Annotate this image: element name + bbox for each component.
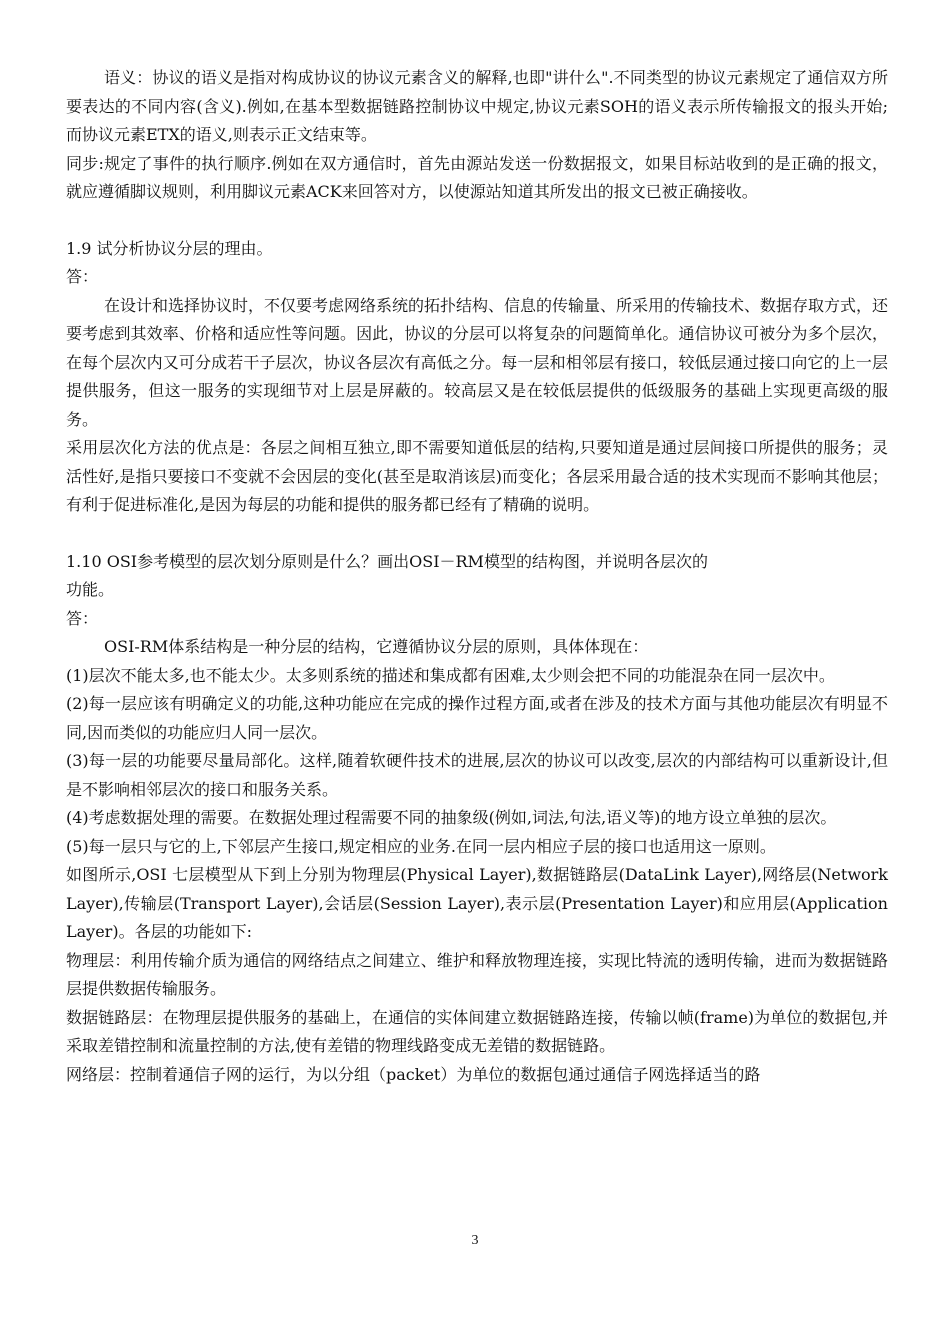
layering-advantages-paragraph: 采用层次化方法的优点是：各层之间相互独立,即不需要知道低层的结构,只要知道是通过层间接口所提供的服务；灵活性好,是指只要接口不变就不会因层的变化(甚至是取消该层)而变化；各层采用最合适的技术实现而不影响其他层；有利于促进标准化,是因为每层的功能和提供的服务都已经有了精确的说明。 (66, 438, 888, 514)
question-1-10-line1: 1.10 OSI参考模型的层次划分原则是什么？画出OSI－RM模型的结构图，并说明各层次的 (66, 551, 708, 571)
question-1-10-line2: 功能。 (66, 580, 115, 599)
page-number: 3 (471, 1233, 479, 1248)
answer-label: 答： (66, 267, 99, 286)
principle-item: (5)每一层只与它的上,下邻层产生接口,规定相应的业务.在同一层内相应子层的接口也适用这一原则。 (66, 836, 776, 856)
network-layer-paragraph: 网络层：控制着通信子网的运行，为以分组（packet）为单位的数据包通过通信子网选择适当的路 (66, 1064, 761, 1084)
layers-intro-paragraph: 如图所示,OSI 七层模型从下到上分别为物理层(Physical Layer),数据链路层(DataLink Layer),网络层(Network Layer),传输层(Transport Layer),会话层(Session Layer),表示层(Presentation Layer)和应用层(Application Layer)。各层的功能如下: (66, 865, 888, 941)
principle-item: (2)每一层应该有明确定义的功能,这种功能应在完成的操作过程方面,或者在涉及的技术方面与其他功能层次有明显不同,因而类似的功能应归人同一层次。 (66, 694, 888, 742)
sync-paragraph: 同步:规定了事件的执行顺序.例如在双方通信时，首先由源站发送一份数据报文，如果目标站收到的是正确的报文，就应遵循脚议规则，利用脚议元素ACK来回答对方，以使源站知道其所发出的报文已被正确接收。 (66, 153, 888, 201)
question-1-9: 1.9 试分析协议分层的理由。 (66, 238, 273, 258)
principle-item: (4)考虑数据处理的需要。在数据处理过程需要不同的抽象级(例如,词法,句法,语义等)的地方设立单独的层次。 (66, 808, 837, 827)
spacer (66, 520, 888, 548)
principle-item: (1)层次不能太多,也不能太少。太多则系统的描述和集成都有困难,太少则会把不同的功能混杂在同一层次中。 (66, 665, 835, 685)
answer-label: 答： (66, 608, 99, 628)
physical-layer-paragraph: 物理层：利用传输介质为通信的网络结点之间建立、维护和释放物理连接，实现比特流的透明传输，进而为数据链路层提供数据传输服务。 (66, 950, 888, 998)
principle-item: (3)每一层的功能要尽量局部化。这样,随着软硬件技术的进展,层次的协议可以改变,层次的内部结构可以重新设计,但是不影响相邻层次的接口和服务关系。 (66, 751, 888, 799)
semantics-paragraph: 语义：协议的语义是指对构成协议的协议元素含义的解释,也即"讲什么".不同类型的协议元素规定了通信双方所要表达的不同内容(含义).例如,在基本型数据链路控制协议中规定,协议元素SOH的语义表示所传输报文的报头开始;而协议元素ETX的语义,则表示正文结束等。 (66, 68, 888, 144)
osi-intro-paragraph: OSI-RM体系结构是一种分层的结构，它遵循协议分层的原则，具体体现在： (104, 637, 649, 656)
spacer (66, 207, 888, 235)
datalink-layer-paragraph: 数据链路层：在物理层提供服务的基础上，在通信的实体间建立数据链路连接，传输以帧(frame)为单位的数据包,并采取差错控制和流量控制的方法,使有差错的物理线路变成无差错的数据链路。 (66, 1007, 888, 1055)
document-body (66, 64, 888, 1089)
layering-reason-paragraph: 在设计和选择协议时，不仅要考虑网络系统的拓扑结构、信息的传输量、所采用的传输技术、数据存取方式，还要考虑到其效率、价格和适应性等问题。因此，协议的分层可以将复杂的问题简单化。通信协议可被分为多个层次，在每个层次内又可分成若干子层次，协议各层次有高低之分。每一层和相邻层有接口，较低层通过接口向它的上一层提供服务，但这一服务的实现细节对上层是屏蔽的。较高层又是在较低层提供的低级服务的基础上实现更高级的服务。 (66, 295, 889, 429)
